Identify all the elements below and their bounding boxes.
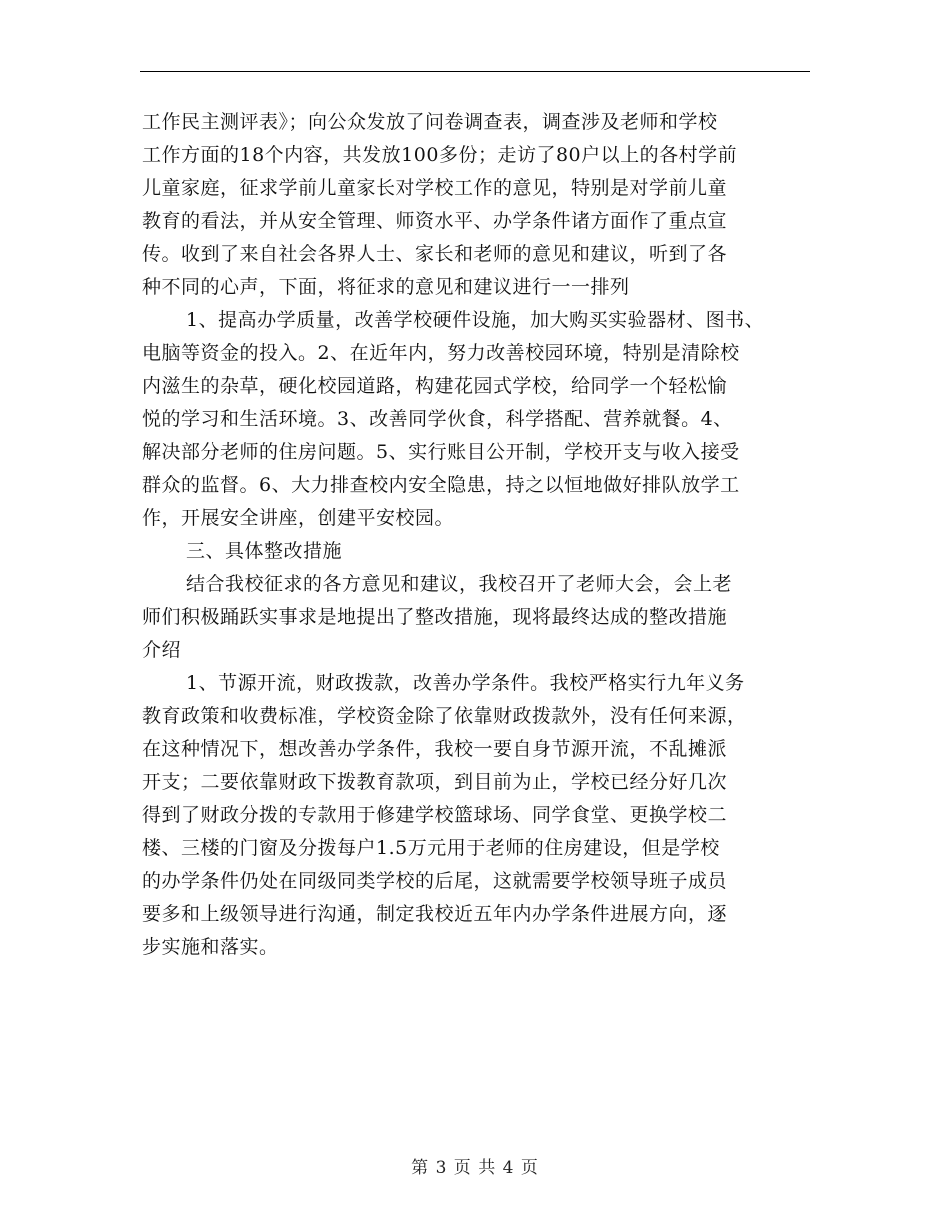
paragraph-line: 得到了财政分拨的专款用于修建学校篮球场、同学食堂、更换学校二 xyxy=(142,804,728,826)
header-rule xyxy=(140,71,810,72)
paragraph-line: 1、提高办学质量，改善学校硬件设施，加大购买实验器材、图书、 xyxy=(186,309,765,331)
paragraph-line: 电脑等资金的投入。2、在近年内，努力改善校园环境，特别是清除校 xyxy=(142,342,740,364)
paragraph-line: 开支；二要依靠财政下拨教育款项，到目前为止，学校已经分好几次 xyxy=(142,771,728,793)
paragraph-line: 传。收到了来自社会各界人士、家长和老师的意见和建议，听到了各 xyxy=(142,243,728,265)
paragraph-line: 楼、三楼的门窗及分拨每户1.5万元用于老师的住房建设，但是学校 xyxy=(142,837,720,859)
paragraph-line: 种不同的心声，下面，将征求的意见和建议进行一一排列 xyxy=(142,276,630,298)
section-heading: 三、具体整改措施 xyxy=(186,540,343,562)
paragraph-line: 教育政策和收费标准，学校资金除了依靠财政拨款外，没有任何来源， xyxy=(142,705,747,727)
paragraph-line: 步实施和落实。 xyxy=(142,936,279,958)
paragraph-line: 工作方面的18个内容，共发放100多份；走访了80户以上的各村学前 xyxy=(142,144,738,166)
paragraph-line: 工作民主测评表》；向公众发放了问卷调查表，调查涉及老师和学校 xyxy=(142,111,718,133)
paragraph-line: 结合我校征求的各方意见和建议，我校召开了老师大会，会上老 xyxy=(186,573,733,595)
paragraph-line: 内滋生的杂草，硬化校园道路，构建花园式学校，给同学一个轻松愉 xyxy=(142,375,728,397)
paragraph-line: 在这种情况下，想改善办学条件，我校一要自身节源开流，不乱摊派 xyxy=(142,738,728,760)
paragraph-line: 介绍 xyxy=(142,639,182,661)
paragraph-line: 群众的监督。6、大力排查校内安全隐患，持之以恒地做好排队放学工 xyxy=(142,474,740,496)
document-body xyxy=(142,106,812,964)
page-number-footer: 第 3 页 共 4 页 xyxy=(411,1158,539,1178)
paragraph-line: 师们积极踊跃实事求是地提出了整改措施，现将最终达成的整改措施 xyxy=(142,606,728,628)
paragraph-line: 儿童家庭，征求学前儿童家长对学校工作的意见，特别是对学前儿童 xyxy=(142,177,728,199)
paragraph-line: 解决部分老师的住房问题。5、实行账目公开制，学校开支与收入接受 xyxy=(142,441,740,463)
paragraph-line: 作，开展安全讲座，创建平安校园。 xyxy=(142,507,455,529)
paragraph-line: 的办学条件仍处在同级同类学校的后尾，这就需要学校领导班子成员 xyxy=(142,870,728,892)
paragraph-line: 1、节源开流，财政拨款，改善办学条件。我校严格实行九年义务 xyxy=(186,672,745,694)
paragraph-line: 教育的看法，并从安全管理、师资水平、办学条件诸方面作了重点宣 xyxy=(142,210,728,232)
paragraph-line: 要多和上级领导进行沟通，制定我校近五年内办学条件进展方向，逐 xyxy=(142,903,728,925)
paragraph-line: 悦的学习和生活环境。3、改善同学伙食，科学搭配、营养就餐。4、 xyxy=(142,408,733,430)
